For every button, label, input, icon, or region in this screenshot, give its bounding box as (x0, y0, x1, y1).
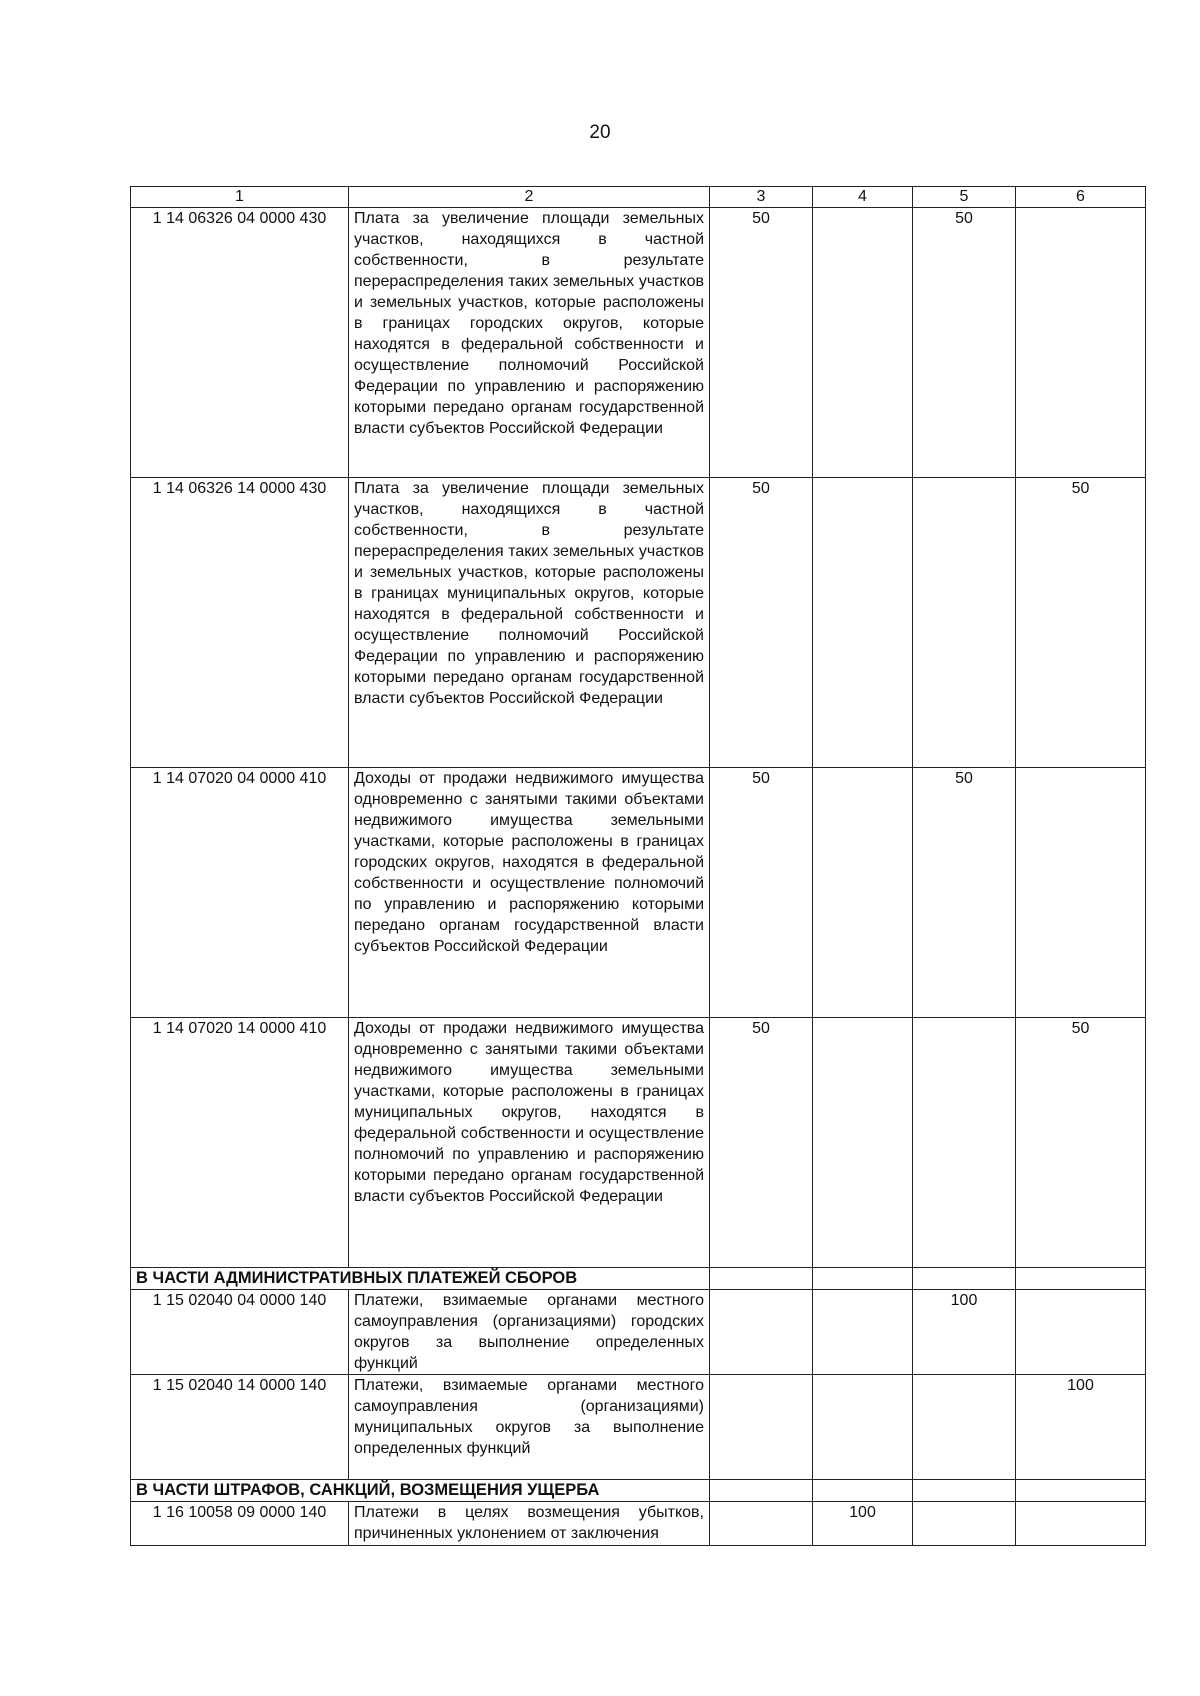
value-cell (913, 1502, 1016, 1546)
table-row (131, 1375, 1146, 1480)
column-header: 4 (813, 187, 913, 208)
value-cell (1016, 1502, 1146, 1546)
value-cell: 50 (710, 208, 813, 478)
value-cell (813, 768, 913, 1018)
column-header: 3 (710, 187, 813, 208)
section-heading-admin: В ЧАСТИ АДМИНИСТРАТИВНЫХ ПЛАТЕЖЕЙ СБОРОВ (131, 1268, 710, 1290)
budget-code-cell: 1 16 10058 09 0000 140 (131, 1502, 349, 1546)
table-row (131, 208, 1146, 478)
value-cell (813, 1290, 913, 1375)
table-row (131, 1018, 1146, 1268)
value-cell (710, 1290, 813, 1375)
value-cell: 50 (1016, 478, 1146, 768)
section-row (131, 1480, 1146, 1502)
value-cell (813, 208, 913, 478)
column-header: 5 (913, 187, 1016, 208)
description-cell: Доходы от продажи недвижимого имущества одновременно с занятыми такими объектами недвижимого имущества земельными участками, которые расположены в границах муниципальных округов, находятся в федеральной собственности и осуществление полномочий по управлению и распоряжению которыми передано органам государственной власти субъектов Российской Федерации (349, 1018, 710, 1268)
empty-cell (1016, 1480, 1146, 1502)
empty-cell (710, 1480, 813, 1502)
value-cell (1016, 208, 1146, 478)
value-cell (813, 1018, 913, 1268)
value-cell (1016, 768, 1146, 1018)
budget-code-cell: 1 15 02040 04 0000 140 (131, 1290, 349, 1375)
value-cell (913, 478, 1016, 768)
value-cell (710, 1375, 813, 1480)
column-numbers-row (131, 187, 1146, 208)
description-cell: Платежи, взимаемые органами местного самоуправления (организациями) муниципальных округов за выполнение определенных функций (349, 1375, 710, 1480)
description-cell: Платежи в целях возмещения убытков, причиненных уклонением от заключения (349, 1502, 710, 1546)
column-header: 6 (1016, 187, 1146, 208)
column-header: 1 (131, 187, 349, 208)
value-cell (813, 1375, 913, 1480)
table-row (131, 478, 1146, 768)
empty-cell (710, 1268, 813, 1290)
empty-cell (813, 1268, 913, 1290)
table-row (131, 1502, 1146, 1546)
value-cell: 100 (813, 1502, 913, 1546)
value-cell: 50 (710, 768, 813, 1018)
description-cell: Плата за увеличение площади земельных участков, находящихся в частной собственности, в результате перераспределения таких земельных участков и земельных участков, которые расположены в границах городских округов, которые находятся в федеральной собственности и осуществление полномочий Российской Федерации по управлению и распоряжению которыми передано органам государственной власти субъектов Российской Федерации (349, 208, 710, 478)
description-cell: Доходы от продажи недвижимого имущества одновременно с занятыми такими объектами недвижимого имущества земельными участками, которые расположены в границах городских округов, находятся в федеральной собственности и осуществление полномочий по управлению и распоряжению которыми передано органам государственной власти субъектов Российской Федерации (349, 768, 710, 1018)
section-row (131, 1268, 1146, 1290)
budget-codes-table (130, 186, 1146, 1546)
value-cell: 50 (913, 208, 1016, 478)
empty-cell (813, 1480, 913, 1502)
value-cell: 50 (710, 1018, 813, 1268)
budget-code-cell: 1 14 07020 14 0000 410 (131, 1018, 349, 1268)
table-row (131, 1290, 1146, 1375)
value-cell (710, 1502, 813, 1546)
value-cell: 50 (1016, 1018, 1146, 1268)
value-cell: 100 (1016, 1375, 1146, 1480)
empty-cell (913, 1268, 1016, 1290)
column-header: 2 (349, 187, 710, 208)
budget-code-cell: 1 14 06326 14 0000 430 (131, 478, 349, 768)
page-number: 20 (589, 122, 611, 143)
empty-cell (913, 1480, 1016, 1502)
value-cell: 100 (913, 1290, 1016, 1375)
budget-code-cell: 1 14 06326 04 0000 430 (131, 208, 349, 478)
value-cell (813, 478, 913, 768)
value-cell (913, 1375, 1016, 1480)
section-heading-fines: В ЧАСТИ ШТРАФОВ, САНКЦИЙ, ВОЗМЕЩЕНИЯ УЩЕРБА (131, 1480, 710, 1502)
table-row (131, 768, 1146, 1018)
value-cell: 50 (913, 768, 1016, 1018)
value-cell (913, 1018, 1016, 1268)
description-cell: Плата за увеличение площади земельных участков, находящихся в частной собственности, в результате перераспределения таких земельных участков и земельных участков, которые расположены в границах муниципальных округов, которые находятся в федеральной собственности и осуществление полномочий Российской Федерации по управлению и распоряжению которыми передано органам государственной власти субъектов Российской Федерации (349, 478, 710, 768)
description-cell: Платежи, взимаемые органами местного самоуправления (организациями) городских округов за выполнение определенных функций (349, 1290, 710, 1375)
empty-cell (1016, 1268, 1146, 1290)
budget-code-cell: 1 14 07020 04 0000 410 (131, 768, 349, 1018)
value-cell (1016, 1290, 1146, 1375)
value-cell: 50 (710, 478, 813, 768)
budget-code-cell: 1 15 02040 14 0000 140 (131, 1375, 349, 1480)
